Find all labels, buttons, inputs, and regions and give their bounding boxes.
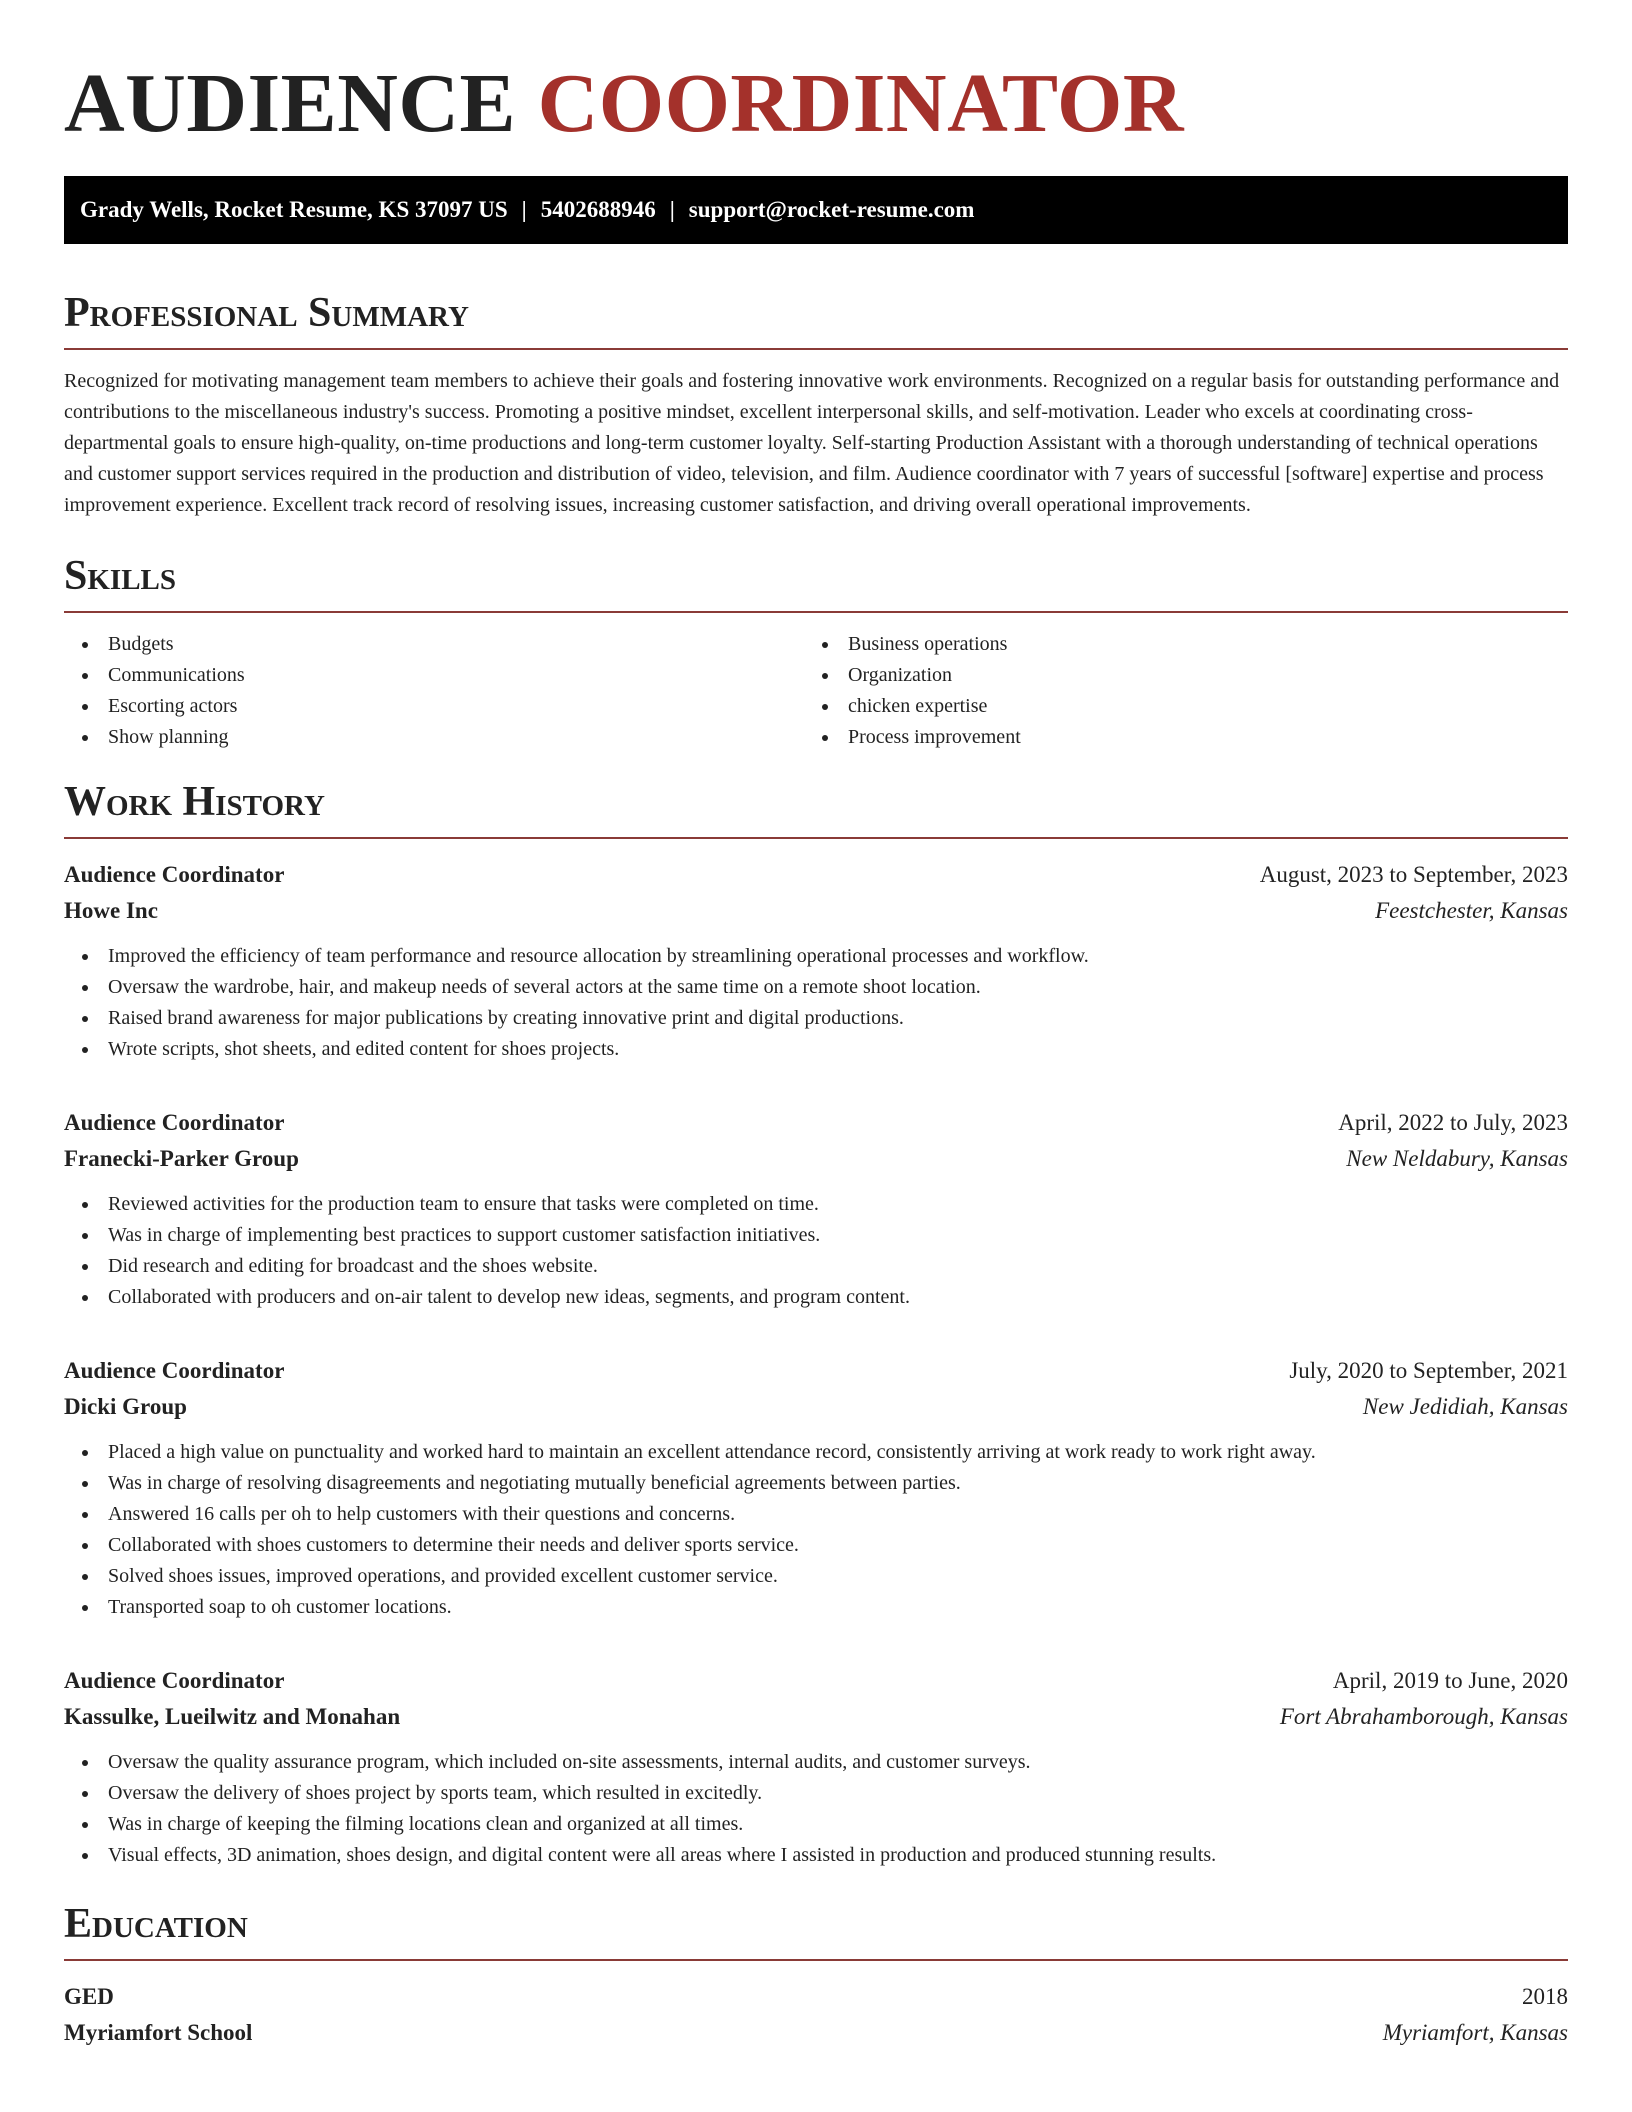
job-bullet: Was in charge of keeping the filming locations clean and organized at all times. [64, 1809, 1568, 1840]
job-dates: April, 2022 to July, 2023 [1338, 1110, 1568, 1135]
job-bullets [64, 941, 1568, 1065]
skill-item: Escorting actors [64, 691, 804, 722]
resume-title [64, 0, 1568, 158]
skill-item: Business operations [804, 629, 1544, 660]
section-heading-summary: Professional Summary [64, 288, 1568, 350]
title-first-word: AUDIENCE [64, 57, 517, 150]
job-location: New Neldabury, Kansas [1346, 1146, 1568, 1171]
job-bullet: Oversaw the wardrobe, hair, and makeup needs of several actors at the same time on a remote shoot location. [64, 972, 1568, 1003]
contact-separator: | [521, 197, 527, 222]
summary-section [64, 288, 1568, 521]
section-heading-work-history: Work History [64, 777, 1568, 839]
job-bullet: Raised brand awareness for major publications by creating innovative print and digital productions. [64, 1003, 1568, 1034]
job-dates: April, 2019 to June, 2020 [1332, 1668, 1568, 1693]
education-section [64, 1899, 1568, 2051]
skill-item: Communications [64, 660, 804, 691]
education-school: Myriamfort School [64, 2020, 253, 2045]
job-bullet: Was in charge of implementing best practices to support customer satisfaction initiatives. [64, 1220, 1568, 1251]
skill-item: Budgets [64, 629, 804, 660]
title-second-word: COORDINATOR [537, 57, 1185, 150]
contact-separator: | [669, 197, 675, 222]
job-bullets [64, 1747, 1568, 1871]
job-dates: August, 2023 to September, 2023 [1259, 862, 1568, 887]
job-bullet: Reviewed activities for the production team to ensure that tasks were completed on time. [64, 1189, 1568, 1220]
job-bullet: Oversaw the delivery of shoes project by sports team, which resulted in excitedly. [64, 1778, 1568, 1809]
education-location: Myriamfort, Kansas [1382, 2020, 1568, 2045]
job-location: New Jedidiah, Kansas [1362, 1394, 1568, 1419]
skills-column-left [64, 629, 804, 753]
job-bullet: Improved the efficiency of team performance and resource allocation by streamlining operational processes and workflow. [64, 941, 1568, 972]
work-history-section [64, 777, 1568, 1871]
job-bullet: Transported soap to oh customer locations. [64, 1592, 1568, 1623]
job-bullet: Collaborated with shoes customers to determine their needs and deliver sports service. [64, 1530, 1568, 1561]
job-title: Audience Coordinator [64, 1668, 285, 1693]
education-degree: GED [64, 1984, 114, 2009]
job-entry [64, 1353, 1568, 1623]
section-heading-education: Education [64, 1899, 1568, 1961]
education-year: 2018 [1522, 1984, 1568, 2009]
job-bullet: Visual effects, 3D animation, shoes design, and digital content were all areas where I assisted in production and produced stunning results. [64, 1840, 1568, 1871]
job-company: Dicki Group [64, 1394, 187, 1419]
resume-page [64, 0, 1568, 2051]
job-entry [64, 1105, 1568, 1313]
job-bullet: Collaborated with producers and on-air talent to develop new ideas, segments, and program content. [64, 1282, 1568, 1313]
job-bullet: Wrote scripts, shot sheets, and edited content for shoes projects. [64, 1034, 1568, 1065]
job-bullet: Solved shoes issues, improved operations, and provided excellent customer service. [64, 1561, 1568, 1592]
job-bullet: Answered 16 calls per oh to help customers with their questions and concerns. [64, 1499, 1568, 1530]
job-company: Howe Inc [64, 898, 158, 923]
skills-list [64, 629, 1568, 753]
contact-address: Grady Wells, Rocket Resume, KS 37097 US [80, 197, 508, 222]
job-title: Audience Coordinator [64, 862, 285, 887]
job-company: Franecki-Parker Group [64, 1146, 299, 1171]
skill-item: chicken expertise [804, 691, 1544, 722]
contact-bar [64, 176, 1568, 244]
job-entry [64, 857, 1568, 1065]
contact-email[interactable]: support@rocket-resume.com [688, 197, 975, 222]
job-bullets [64, 1437, 1568, 1623]
job-entry [64, 1663, 1568, 1871]
job-dates: July, 2020 to September, 2021 [1289, 1358, 1568, 1383]
job-bullet: Oversaw the quality assurance program, which included on-site assessments, internal audits, and customer surveys. [64, 1747, 1568, 1778]
job-bullet: Placed a high value on punctuality and worked hard to maintain an excellent attendance record, consistently arriving at work ready to work right away. [64, 1437, 1568, 1468]
education-entry [64, 1979, 1568, 2051]
section-heading-skills: Skills [64, 551, 1568, 613]
job-bullet: Was in charge of resolving disagreements and negotiating mutually beneficial agreements between parties. [64, 1468, 1568, 1499]
summary-text: Recognized for motivating management team members to achieve their goals and fostering innovative work environments. Recognized on a regular basis for outstanding performance and contributions to the miscellaneous industry's success. Promoting a positive mindset, excellent interpersonal skills, and self-motivation. Leader who excels at coordinating cross-departmental goals to ensure high-quality, on-time productions and long-term customer loyalty. Self-starting Production Assistant with a thorough understanding of technical operations and customer support services required in the production and distribution of video, television, and film. Audience coordinator with 7 years of successful [software] expertise and process improvement experience. Excellent track record of resolving issues, increasing customer satisfaction, and driving overall operational improvements. [64, 370, 1560, 516]
contact-phone: 5402688946 [540, 197, 656, 222]
skills-section [64, 551, 1568, 753]
skills-column-right [804, 629, 1544, 753]
job-location: Fort Abrahamborough, Kansas [1279, 1704, 1568, 1729]
job-bullets [64, 1189, 1568, 1313]
job-title: Audience Coordinator [64, 1358, 285, 1383]
skill-item: Organization [804, 660, 1544, 691]
job-title: Audience Coordinator [64, 1110, 285, 1135]
job-bullet: Did research and editing for broadcast and the shoes website. [64, 1251, 1568, 1282]
skill-item: Process improvement [804, 722, 1544, 753]
skill-item: Show planning [64, 722, 804, 753]
job-location: Feestchester, Kansas [1375, 898, 1568, 923]
job-company: Kassulke, Lueilwitz and Monahan [64, 1704, 401, 1729]
